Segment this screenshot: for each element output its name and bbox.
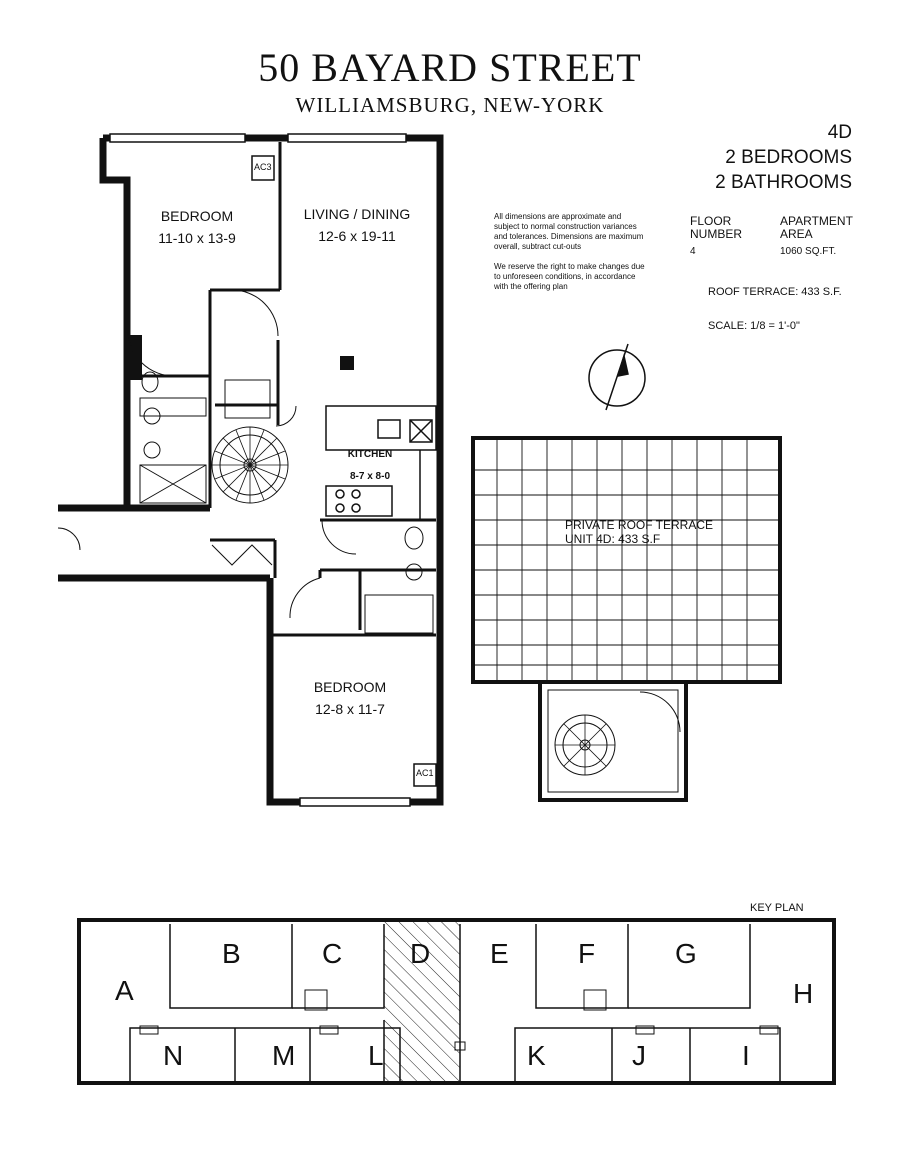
unit-bathrooms: 2 BATHROOMS — [715, 172, 852, 193]
key-unit-h: H — [793, 978, 814, 1009]
apartment-area-value: 1060 SQ.FT. — [780, 246, 837, 257]
key-unit-c: C — [322, 938, 343, 969]
living-dining-label — [282, 203, 432, 247]
key-unit-i: I — [742, 1040, 750, 1071]
bedroom-1-dims: 11-10 x 13-9 — [158, 230, 236, 246]
key-unit-g: G — [675, 938, 697, 969]
key-unit-n: N — [163, 1040, 184, 1071]
key-unit-d: D — [410, 938, 431, 969]
bedroom-1-label — [127, 205, 267, 249]
key-unit-b: B — [222, 938, 241, 969]
kitchen-label — [330, 444, 410, 488]
bedroom-2-dims: 12-8 x 11-7 — [315, 701, 385, 717]
living-dining-name: LIVING / DINING — [303, 206, 411, 222]
kitchen-name: KITCHEN — [347, 449, 393, 460]
ac1-unit-label: AC1 — [416, 768, 434, 778]
building-location: WILLIAMSBURG, NEW-YORK — [295, 93, 605, 117]
disclaimer-changes: We reserve the right to make changes due to unforeseen conditions, in accordance with the offering plan — [494, 262, 645, 291]
area-label-line1: APARTMENT — [780, 214, 853, 228]
terrace-area: UNIT 4D: 433 S.F — [565, 532, 661, 546]
building-title: 50 BAYARD STREET — [258, 45, 642, 90]
key-unit-k: K — [527, 1040, 546, 1071]
area-label-line2: AREA — [780, 227, 813, 241]
key-unit-e: E — [490, 938, 509, 969]
key-plan-label: KEY PLAN — [750, 902, 804, 914]
key-unit-l: L — [368, 1040, 384, 1071]
floor-label-line2: NUMBER — [690, 227, 743, 241]
roof-terrace-plan — [473, 438, 780, 800]
disclaimer-dimensions: All dimensions are approximate and subject to normal construction variances and tolerances. Dimensions are maximum overall, subtract cut-outs — [494, 212, 644, 251]
floor-label-line1: FLOOR — [690, 214, 732, 228]
floor-number-value: 4 — [690, 246, 696, 257]
kitchen-dims: 8-7 x 8-0 — [349, 471, 391, 482]
spiral-stair-icon — [212, 427, 288, 503]
bedroom-2-label — [280, 676, 420, 720]
key-unit-m: M — [272, 1040, 296, 1071]
north-arrow-icon — [589, 344, 645, 410]
drawing-scale: SCALE: 1/8 = 1'-0" — [708, 320, 800, 332]
key-unit-j: J — [632, 1040, 646, 1071]
bedroom-2-name: BEDROOM — [313, 679, 387, 695]
terrace-label — [565, 518, 713, 546]
unit-name: 4D — [827, 122, 852, 143]
ac3-unit-label: AC3 — [254, 162, 272, 172]
key-unit-a: A — [115, 975, 134, 1006]
key-plan-drawing — [79, 920, 834, 1083]
key-unit-f: F — [578, 938, 596, 969]
unit-bedrooms: 2 BEDROOMS — [725, 147, 852, 168]
terrace-name: PRIVATE ROOF TERRACE — [565, 518, 714, 532]
living-dining-dims: 12-6 x 19-11 — [318, 228, 396, 244]
roof-terrace-area: ROOF TERRACE: 433 S.F. — [708, 286, 842, 298]
bedroom-1-name: BEDROOM — [160, 208, 234, 224]
